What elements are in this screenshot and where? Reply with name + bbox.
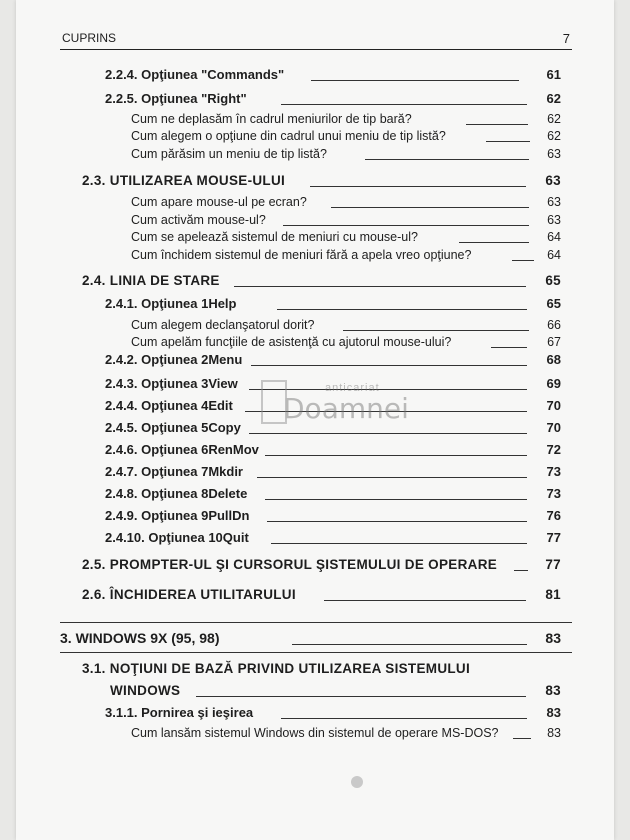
toc-entry-title: WINDOWS [110,683,181,698]
toc-entry [131,333,561,349]
toc-chapter [60,628,561,646]
header-page-number: 7 [562,31,570,46]
toc-leader [265,499,527,500]
toc-entry-title: 2.4.8. Opţiunea 8Delete [105,486,248,501]
toc-leader [196,696,526,697]
toc-entry [105,484,561,501]
toc-entry [105,89,561,106]
toc-entry-page: 62 [547,112,561,126]
book-page [16,0,614,840]
toc-leader [466,124,528,125]
toc-entry-title: 3.1. NOŢIUNI DE BAZĂ PRIVIND UTILIZAREA SISTEMULUI [82,661,471,676]
toc-leader [324,600,526,601]
toc-entry-title: Cum activăm mouse-ul? [131,213,266,227]
toc-entry-title: Cum apare mouse-ul pe ecran? [131,195,307,209]
toc-entry-title: Cum lansăm sistemul Windows din sistemul de operare MS-DOS? [131,726,499,740]
toc-leader [486,141,530,142]
toc-entry-title: Cum alegem declanşatorul dorit? [131,318,315,332]
toc-leader [311,80,519,81]
toc-entry-title: 3.1.1. Pornirea şi ieşirea [105,705,254,720]
toc-leader [281,718,527,719]
toc-entry-page: 70 [546,420,561,435]
toc-entry-page: 62 [547,129,561,143]
toc-entry [131,246,561,262]
toc-leader [343,330,529,331]
toc-entry-page: 66 [547,318,561,332]
toc-entry-title: 2.4.2. Opţiunea 2Menu [105,352,243,367]
toc-entry [105,294,561,311]
toc-section [82,170,561,188]
toc-entry-title: Cum apelăm funcţiile de asistenţă cu ajutorul mouse-ului? [131,335,452,349]
toc-entry-title: 2.4.5. Opţiunea 5Copy [105,420,241,435]
toc-entry-page: 72 [546,442,561,457]
toc-entry-page: 73 [546,464,561,479]
page-mark [351,776,363,788]
toc-entry-title: 2.5. PROMPTER-UL ŞI CURSORUL ŞISTEMULUI DE OPERARE [82,557,498,572]
toc-entry [131,211,561,227]
toc-entry-page: 67 [547,335,561,349]
toc-leader [281,104,527,105]
toc-entry-page: 64 [547,230,561,244]
toc-entry-page: 83 [546,705,561,720]
toc-entry-page: 63 [545,173,561,188]
toc-entry-page: 83 [547,726,561,740]
toc-entry-page: 65 [546,296,561,311]
toc-entry-title: Cum se apelează sistemul de meniuri cu mouse-ul? [131,230,418,244]
toc-entry [131,724,561,740]
toc-entry-page: 68 [546,352,561,367]
toc-entry [105,462,561,479]
toc-entry [131,228,561,244]
watermark-text-big: Doamnei [283,392,409,425]
toc-entry [105,703,561,720]
toc-entry-title: 2.2.5. Opţiunea "Right" [105,91,247,106]
toc-entry-page: 83 [545,683,561,698]
toc-entry-page: 73 [546,486,561,501]
toc-entry [105,65,561,82]
toc-entry [105,528,561,545]
toc-leader [331,207,529,208]
toc-leader [277,309,527,310]
toc-entry-title: 2.4.3. Opţiunea 3View [105,376,238,391]
toc-entry-title: 2.4.1. Opţiunea 1Help [105,296,237,311]
watermark-text-small: anticariat [325,382,380,394]
toc-leader [491,347,527,348]
toc-entry [131,316,561,332]
toc-entry-title: Cum închidem sistemul de meniuri fără a apela vreo opţiune? [131,248,472,262]
toc-entry [105,506,561,523]
toc-entry-title: Cum părăsim un meniu de tip listă? [131,147,327,161]
toc-entry [131,110,561,126]
toc-entry-title: 2.4.9. Opţiunea 9PullDn [105,508,250,523]
chapter-divider [60,652,572,653]
toc-entry-page: 69 [546,376,561,391]
toc-entry-title: 2.4.10. Opţiunea 10Quit [105,530,249,545]
toc-leader [271,543,527,544]
watermark-logo [261,380,421,450]
toc-leader [267,521,527,522]
toc-leader [514,570,528,571]
toc-entry-page: 61 [546,67,561,82]
toc-entry-page: 76 [546,508,561,523]
toc-entry-title: 2.2.4. Opţiunea "Commands" [105,67,285,82]
toc-entry-title: Cum alegem o opţiune din cadrul unui meniu de tip listă? [131,129,446,143]
toc-leader [234,286,526,287]
toc-entry-title: 2.4.6. Opţiunea 6RenMov [105,442,259,457]
toc-leader [251,365,527,366]
toc-entry-title: 2.6. ÎNCHIDEREA UTILITARULUI [82,587,296,602]
toc-entry [131,193,561,209]
toc-leader [513,738,531,739]
toc-entry-page: 62 [546,91,561,106]
page-header [60,31,572,50]
toc-entry-page: 77 [545,557,561,572]
chapter-divider [60,622,572,623]
toc-leader [459,242,529,243]
toc-entry-title: 3. WINDOWS 9X (95, 98) [60,630,220,646]
toc-entry-title: 2.4.4. Opţiunea 4Edit [105,398,233,413]
toc-entry-page: 77 [546,530,561,545]
toc-leader [265,455,527,456]
toc-entry [105,350,561,367]
toc-leader [283,225,529,226]
toc-entry-page: 70 [546,398,561,413]
toc-leader [310,186,526,187]
toc-entry [131,127,561,143]
toc-section [82,658,561,676]
toc-entry-page: 63 [547,195,561,209]
toc-entry-page: 63 [547,147,561,161]
toc-section [82,584,561,602]
toc-section [82,554,561,572]
toc-section-continued [110,680,561,698]
toc-leader [292,644,527,645]
toc-entry-title: 2.4.7. Opţiunea 7Mkdir [105,464,243,479]
toc-section [82,270,561,288]
toc-entry-title: Cum ne deplasăm în cadrul meniurilor de tip bară? [131,112,412,126]
toc-entry-page: 63 [547,213,561,227]
header-title: CUPRINS [62,31,117,45]
toc-entry [131,145,561,161]
toc-entry-title: 2.3. UTILIZAREA MOUSE-ULUI [82,173,286,188]
toc-leader [257,477,527,478]
toc-entry-page: 64 [547,248,561,262]
toc-entry-page: 65 [545,273,561,288]
toc-entry-page: 81 [545,587,561,602]
toc-leader [365,159,529,160]
toc-entry-page: 83 [545,630,561,646]
toc-entry-title: 2.4. LINIA DE STARE [82,273,220,288]
